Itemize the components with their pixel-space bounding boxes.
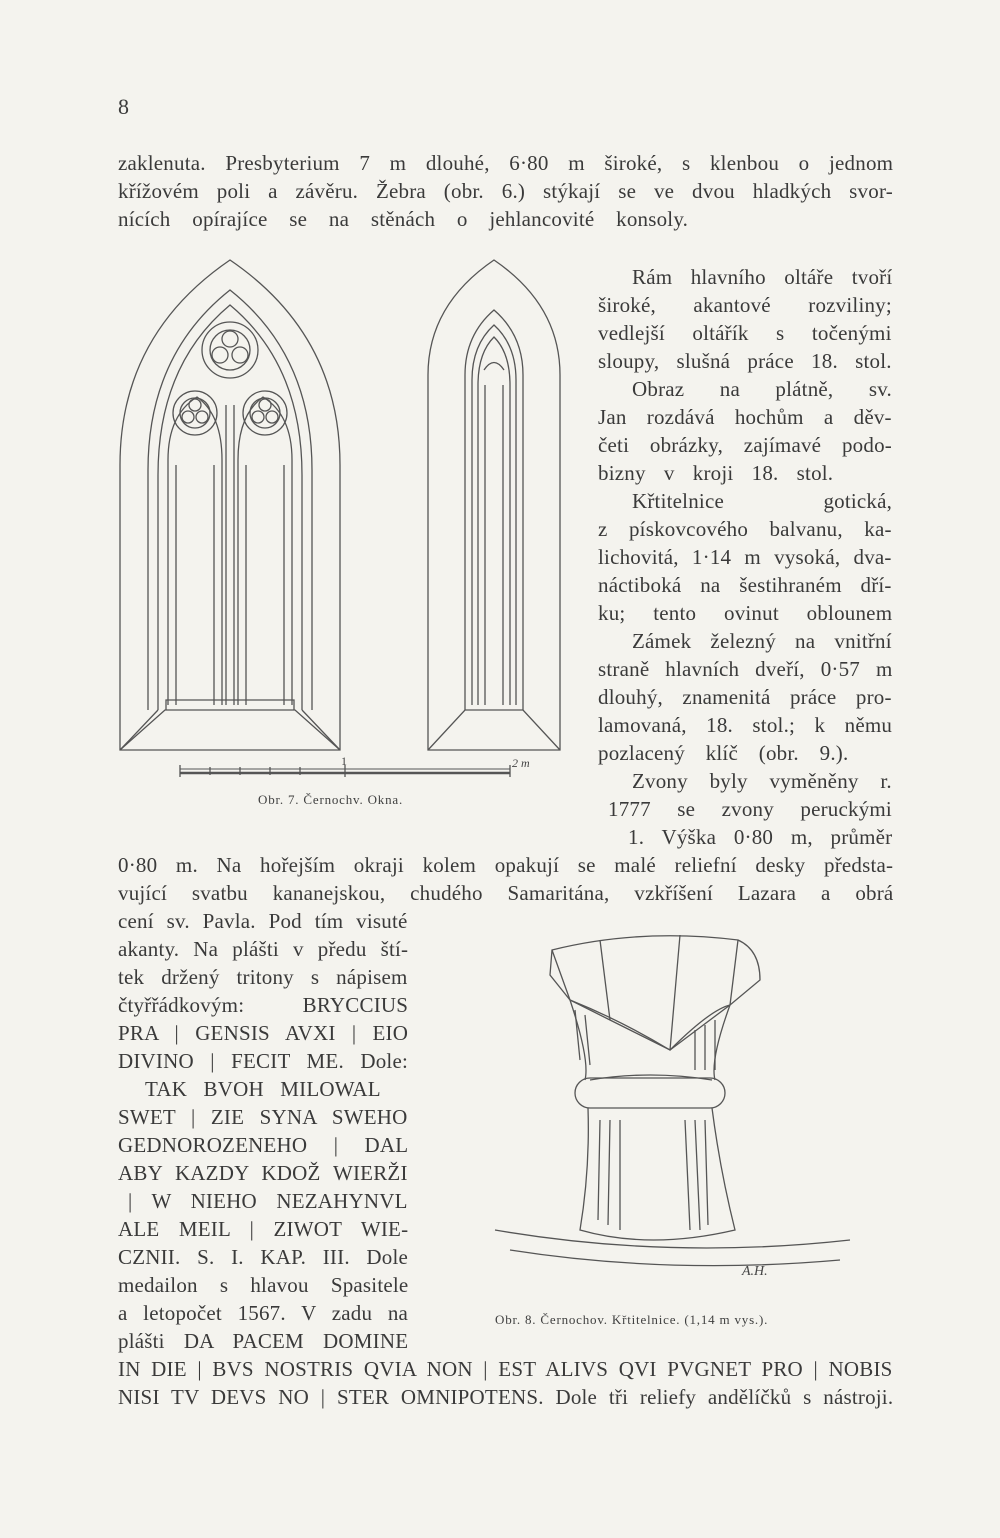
text-line: medailon s hlavou Spasitele (118, 1273, 409, 1297)
text-line: Jan rozdává hochům a děv- (598, 405, 892, 429)
text-line: cení sv. Pavla. Pod tím visuté (118, 909, 408, 933)
text-line: křížovém poli a závěru. Žebra (obr. 6.) stýkají se ve dvou hladkých svor- (118, 179, 893, 203)
page-number: 8 (118, 94, 129, 119)
text-line: dlouhý, znamenitá práce pro- (598, 685, 892, 709)
figure-7-caption: Obr. 7. Černochv. Okna. (258, 792, 404, 807)
text-line: z pískovcového balvanu, ka- (598, 517, 892, 541)
text-line: vedlejší oltářík s točenými (598, 321, 892, 345)
text-line: | W NIEHO NEZAHYNVL (128, 1189, 408, 1213)
text-line: ku; tento ovinut oblounem (598, 601, 893, 625)
text-line: TAK BVOH MILOWAL (145, 1077, 381, 1101)
text-line: nících opírajíce se na stěnách o jehlancovité konsoly. (118, 207, 689, 231)
text-line: IN DIE | BVS NOSTRIS QVIA NON | EST ALIVS QVI PVGNET PRO | NOBIS (118, 1357, 893, 1381)
figure-8-font (480, 930, 860, 1295)
text-line: tek držený tritony s nápisem (118, 965, 408, 989)
text-line: čtyřřádkovým: BRYCCIUS (118, 993, 409, 1017)
text-line: plášti DA PACEM DOMINE (118, 1329, 409, 1353)
text-line: Křtitelnice gotická, (632, 489, 893, 513)
text-line: DIVINO | FECIT ME. Dole: (118, 1049, 409, 1073)
text-line: vující svatbu kananejskou, chudého Samaritána, vzkříšení Lazara a obrá (118, 881, 894, 905)
text-line: Zámek železný na vnitřní (632, 629, 892, 653)
text-line: 0·80 m. Na hořejším okraji kolem opakují se malé reliefní desky předsta- (118, 853, 894, 877)
figure-8-caption: Obr. 8. Černochov. Křtitelnice. (1,14 m vys.). (495, 1312, 769, 1327)
text-line: a letopočet 1567. V zadu na (118, 1301, 409, 1325)
text-line: 1777 se zvony peruckými (608, 797, 892, 821)
figure-8-signature: A.H. (742, 1264, 768, 1279)
text-line: Zvony byly vyměněny r. (632, 769, 892, 793)
text-line: ABY KAZDY KDOŽ WIERŽI (118, 1161, 408, 1185)
figure-7-windows (110, 255, 590, 800)
text-line: bizny v kroji 18. stol. (598, 461, 834, 485)
text-line: GEDNOROZENEHO | DAL (118, 1133, 409, 1157)
text-line: pozlacený klíč (obr. 9.). (598, 741, 849, 765)
text-line: náctiboká na šestihraném dří- (598, 573, 892, 597)
text-line: SWET | ZIE SYNA SWEHO (118, 1105, 408, 1129)
text-line: lamovaná, 18. stol.; k němu (598, 713, 893, 737)
text-line: sloupy, slušná práce 18. stol. (598, 349, 892, 373)
text-line: PRA | GENSIS AVXI | EIO (118, 1021, 409, 1045)
text-line: Rám hlavního oltáře tvoří (632, 265, 893, 289)
text-line: NISI TV DEVS NO | STER OMNIPOTENS. Dole tři reliefy andělíčků s nástroji. (118, 1385, 894, 1409)
text-line: Obraz na plátně, sv. (632, 377, 892, 401)
scale-label-1: 1 (341, 754, 347, 768)
text-line: straně hlavních dveří, 0·57 m (598, 657, 893, 681)
text-line: ALE MEIL | ZIWOT WIE- (118, 1217, 409, 1241)
text-line: široké, akantové rozviliny; (598, 293, 892, 317)
text-line: 1. Výška 0·80 m, průměr (628, 825, 893, 849)
text-line: zaklenuta. Presbyterium 7 m dlouhé, 6·80 m široké, s klenbou o jednom (118, 151, 894, 175)
text-line: četi obrázky, zajímavé podo- (598, 433, 892, 457)
scale-label-2m: 2 m (512, 756, 530, 770)
text-line: CZNII. S. I. KAP. III. Dole (118, 1245, 409, 1269)
text-line: akanty. Na plášti v předu ští- (118, 937, 409, 961)
text-line: lichovitá, 1·14 m vysoká, dva- (598, 545, 892, 569)
